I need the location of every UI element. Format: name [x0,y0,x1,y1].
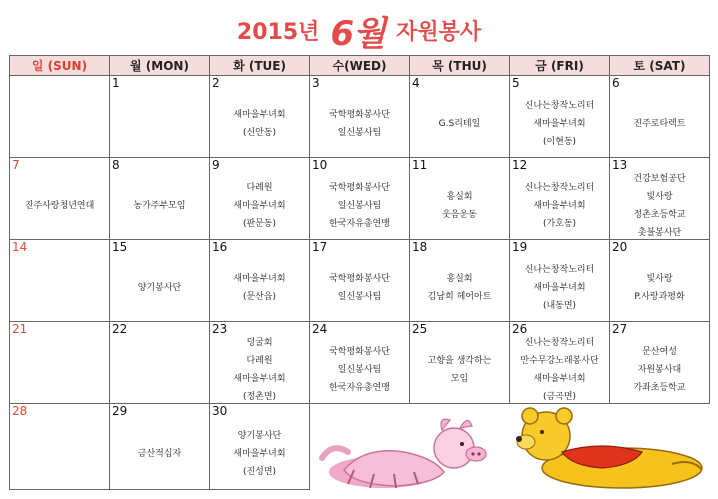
day-number: 5 [512,76,520,90]
day-number: 21 [12,322,28,336]
event-list [110,422,209,485]
title-year: 2015년 [236,20,320,45]
event-item: 김남희 헤어아트 [427,291,492,302]
event-item: 금산적십자 [137,448,182,459]
event-item: 다례원 [246,182,273,193]
event-item: 모임 [450,373,469,384]
event-item: 신나는창작노리터 [524,264,595,275]
event-item: (가호동) [542,218,577,229]
event-item: 새마을부녀회 [533,118,586,129]
event-list [510,258,609,317]
day-number: 16 [212,240,228,254]
event-item: 일신봉사팀 [337,200,382,211]
event-list [310,258,409,317]
event-item: 건강보험공단 [633,173,686,184]
day-number: 29 [112,404,128,418]
day-number: 7 [12,158,20,172]
event-list [510,94,609,153]
event-item: 새마을부녀회 [533,373,586,384]
day-number: 20 [612,240,628,254]
week-row [10,76,710,158]
event-item: 진주로타렉트 [633,118,686,129]
event-item: 농가주부모임 [133,200,186,211]
event-item: 빛사랑 [646,273,673,284]
event-item: 일신봉사팀 [337,127,382,138]
day-number: 12 [512,158,528,172]
weekday-header: 토 (SAT) [610,56,710,76]
day-cell [510,158,610,240]
day-cell [210,158,310,240]
event-list [210,258,309,317]
event-item: (문산읍) [242,291,277,302]
event-item: (신안동) [242,127,277,138]
event-item: 진주사랑청년연대 [24,200,95,211]
event-item: 일신봉사팀 [337,291,382,302]
day-number: 26 [512,322,528,336]
week-row [10,404,710,490]
event-item: 빛사랑 [646,191,673,202]
day-number: 1 [112,76,120,90]
day-cell [410,76,510,158]
event-item: 신나는창작노리터 [524,337,595,348]
day-number: 14 [12,240,28,254]
day-cell [210,76,310,158]
weekday-header: 월 (MON) [110,56,210,76]
weekday-header: 일 (SUN) [10,56,110,76]
event-item: 한국자유총연맹 [329,218,390,229]
event-item: 국학평화봉사단 [329,346,390,357]
pooh-illustration [502,406,710,490]
day-number: 17 [312,240,328,254]
event-item: 새마을부녀회 [533,200,586,211]
day-cell [510,322,610,404]
event-list [610,94,709,153]
day-number: 18 [412,240,428,254]
day-cell [510,76,610,158]
day-cell [10,158,110,240]
event-item: 정촌초등학교 [633,209,686,220]
day-cell [10,322,110,404]
day-number: 9 [212,158,220,172]
event-list [510,176,609,235]
day-cell [110,322,210,404]
event-list [210,422,309,485]
calendar-title [0,6,718,55]
day-cell [410,322,510,404]
day-cell [10,76,110,158]
day-number: 25 [412,322,428,336]
day-number: 6 [612,76,620,90]
day-cell [610,240,710,322]
event-item: 국학평화봉사단 [329,273,390,284]
event-list [210,94,309,153]
week-row [10,322,710,404]
event-item: 새마을부녀회 [233,200,286,211]
event-item: 국학평화봉사단 [329,109,390,120]
event-item: 새마을부녀회 [233,273,286,284]
event-list [510,337,609,402]
event-list [610,258,709,317]
day-cell [110,404,210,490]
day-cell [210,322,310,404]
day-number: 10 [312,158,328,172]
event-list [410,94,509,153]
event-item: (이현동) [542,136,577,147]
day-number: 19 [512,240,528,254]
day-number: 11 [412,158,428,172]
event-item: 일신봉사팀 [337,364,382,375]
title-month: 6월 [330,14,385,54]
event-item: 만수무강노래봉사단 [520,355,599,366]
calendar-grid [9,55,710,490]
event-item: 한국자유총연맹 [329,382,390,393]
day-number: 3 [312,76,320,90]
event-item: 다례원 [246,355,273,366]
event-item: 덩굴회 [246,337,273,348]
event-item: 촛불봉사단 [637,227,682,238]
weekday-header: 화 (TUE) [210,56,310,76]
day-cell [310,158,410,240]
event-item: 가좌초등학교 [633,382,686,393]
day-number: 30 [212,404,228,418]
day-cell [10,240,110,322]
event-item: 새마을부녀회 [233,448,286,459]
weekday-header: 금 (FRI) [510,56,610,76]
day-number: 2 [212,76,220,90]
day-number: 8 [112,158,120,172]
event-list [410,258,509,317]
event-list [310,340,409,399]
day-cell [610,322,710,404]
weekday-header-row [10,56,710,76]
event-item: (판문동) [242,218,277,229]
event-item: 문산여성 [642,346,677,357]
event-list [110,176,209,235]
event-list [210,176,309,235]
event-list [110,258,209,317]
event-item: P.사랑과평화 [634,291,685,302]
weekday-header: 수(WED) [310,56,410,76]
day-cell [310,322,410,404]
piglet-illustration [314,412,504,490]
event-item: 신나는창작노리터 [524,182,595,193]
event-item: 홍실회 [446,273,473,284]
event-list [210,337,309,402]
event-item: (금곡면) [542,391,577,402]
day-number: 13 [612,158,628,172]
event-list [410,340,509,399]
illustration-cell [310,404,710,490]
day-number: 24 [312,322,328,336]
event-item: (진성면) [242,466,277,477]
event-list [310,94,409,153]
event-list [310,176,409,235]
day-number: 27 [612,322,628,336]
day-cell [10,404,110,490]
day-cell [310,240,410,322]
weekday-header: 목 (THU) [410,56,510,76]
event-item: G.S리테일 [438,118,481,129]
day-cell [210,240,310,322]
event-item: 신나는창작노리터 [524,100,595,111]
event-item: 국학평화봉사단 [329,182,390,193]
event-list [10,176,109,235]
day-number: 15 [112,240,128,254]
day-cell [110,76,210,158]
day-number: 22 [112,322,128,336]
day-cell [510,240,610,322]
event-item: (내동면) [542,300,577,311]
day-number: 23 [212,322,228,336]
event-list [610,173,709,238]
event-item: 고향을 생각하는 [427,355,492,366]
week-row [10,240,710,322]
event-item: 홍실회 [446,191,473,202]
event-item: (정촌면) [242,391,277,402]
day-cell [110,158,210,240]
event-list [410,176,509,235]
day-cell [610,158,710,240]
week-row [10,158,710,240]
event-item: 양기봉사단 [137,282,182,293]
day-cell [310,76,410,158]
event-item: 양기봉사단 [237,430,282,441]
day-cell [110,240,210,322]
day-cell [210,404,310,490]
event-item: 새마을부녀회 [233,109,286,120]
event-item: 새마을부녀회 [233,373,286,384]
day-cell [610,76,710,158]
event-item: 웃음운동 [442,209,477,220]
event-list [610,340,709,399]
day-number: 4 [412,76,420,90]
calendar-body [10,76,710,490]
event-item: 새마을부녀회 [533,282,586,293]
day-cell [410,240,510,322]
day-cell [410,158,510,240]
day-number: 28 [12,404,28,418]
event-item: 자원봉사대 [637,364,682,375]
title-text: 자원봉사 [396,20,482,45]
